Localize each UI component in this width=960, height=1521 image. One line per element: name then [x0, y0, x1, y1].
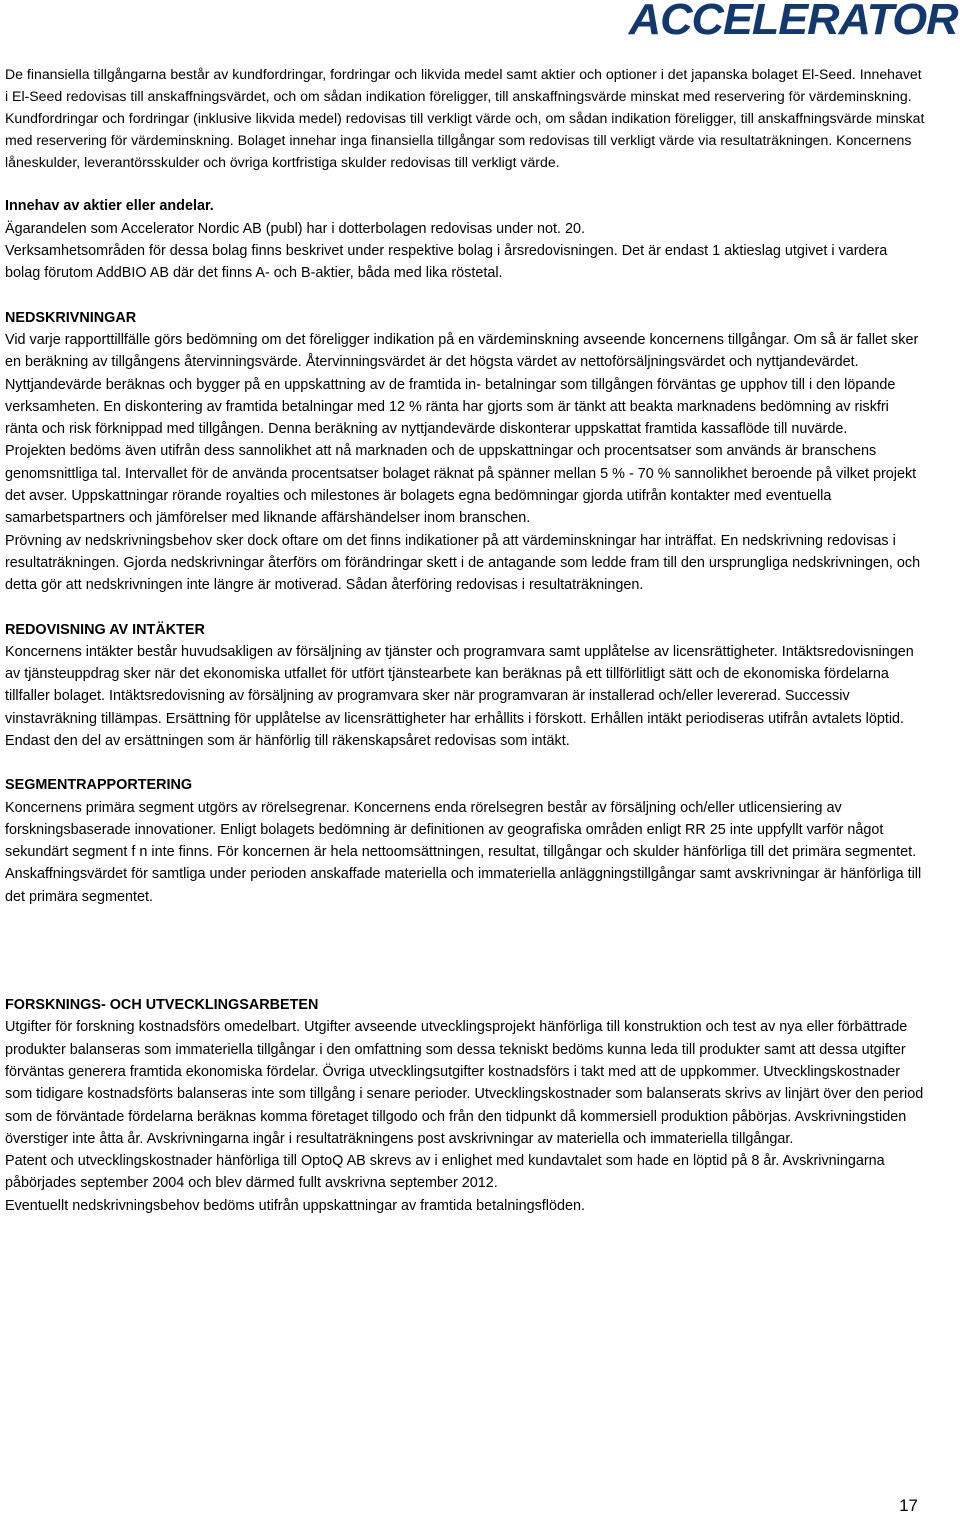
paragraph: Eventuellt nedskrivningsbehov bedöms utifrån uppskattningar av framtida betalningsflöden.	[5, 1197, 585, 1214]
spacer	[5, 597, 925, 619]
spacer	[5, 173, 925, 195]
section-heading: SEGMENTRAPPORTERING	[5, 777, 193, 794]
spacer	[5, 752, 925, 774]
paragraph: Prövning av nedskrivningsbehov sker dock oftare om det finns indikationer på att värdeminskningar har inträffat. En nedskrivning redovisas i resultaträkningen. Gjorda nedskrivningar återförs om förändringar skett i de antagande som ledde fram till den ursprungliga nedskrivningen, och detta gör att nedskrivningen inte längre är motiverad. Sådan återföring redovisas i resultaträkningen.	[5, 532, 921, 594]
section-heading: FORSKNINGS- OCH UTVECKLINGSARBETEN	[5, 997, 319, 1014]
paragraph: Koncernens intäkter består huvudsakligen av försäljning av tjänster och programvara samt upplåtelse av licensrättigheter. Intäktsredovisningen av tjänsteuppdrag sker när det ekonomiska utfallet för utfört tjänstearbete kan beräknas på ett tillförlitligt sätt och de ekonomiska fördelarna tillfaller bolaget. Intäktsredovisning av försäljning av programvara sker när programvaran är installerad och/eller levererad. Successiv vinstavräkning tillämpas. Ersättning för upplåtelse av licensrättigheter har erhållits i förskott. Erhållen intäkt periodiseras utifrån avtalets löptid. Endast den del av ersättningen som är hänförlig till räkenskapsåret redovisas som intäkt.	[5, 643, 914, 749]
paragraph: Verksamhetsområden för dessa bolag finns beskrivet under respektive bolag i årsredovisningen. Det är endast 1 aktieslag utgivet i vardera bolag förutom AddBIO AB där det finns A- och B-aktier, båda med lika röstetal.	[5, 243, 888, 282]
document-body	[5, 63, 925, 1217]
paragraph: Koncernens primära segment utgörs av rörelsegrenar. Koncernens enda rörelsegren består av försäljning och/eller utlicensiering av forskningsbaserade innovationer. Enligt bolagets bedömning är definitionen av geografiska områden enligt RR 25 inte uppfyllt varför något sekundärt segment f n inte finns. För koncernen är hela nettoomsättningen, resultat, tillgångar och skulder hänförliga till det primära segmentet. Anskaffningsvärdet för samtliga under perioden anskaffade materiella och immateriella anläggningstillgångar samt avskrivningar är hänförliga till det primära segmentet.	[5, 799, 922, 905]
paragraph: Utgifter för forskning kostnadsförs omedelbart. Utgifter avseende utvecklingsprojekt hänförliga till konstruktion och test av nya eller förbättrade produkter balanseras som immateriella tillgångar i den omfattning som dessa tekniskt bedöms kunna leda till produkter samt att dessa utgifter förväntas generera framtida ekonomiska fördelar. Övriga utvecklingsutgifter kostnadsförs i takt med att de uppkommer. Utvecklingskostnader som tidigare kostnadsförts balanseras inte som tillgång i senare perioder. Utvecklingskostnader som balanserats skrivs av linjärt över den period som de förväntade fördelarna beräknas komma företaget tillgodo och från den tidpunkt då kommersiell produktion påbörjas. Avskrivningstiden överstiger inte åtta år. Avskrivningarna ingår i resultaträkningens post avskrivningar av materiella och immateriella tillgångar.	[5, 1019, 924, 1147]
spacer	[5, 908, 925, 994]
paragraph: Projekten bedöms även utifrån dess sannolikhet att nå marknaden och de uppskattningar och procentsatser som används är branschens genomsnittliga tal. Intervallet för de använda procentsatser bolaget räknat på spänner mellan 5 % - 70 % sannolikhet beroende på vilket projekt det avser. Uppskattningar rörande royalties och milestones är bolagets egna bedömningar gjorda utifrån kontakter med eventuella samarbetspartners och jämförelser med liknande affärshändelser inom branschen.	[5, 443, 917, 527]
paragraph: Patent och utvecklingskostnader hänförliga till OptoQ AB skrevs av i enlighet med kundavtalet som hade en löptid på 8 år. Avskrivningarna påbörjades september 2004 och blev därmed fullt avskrivna september 2012.	[5, 1153, 885, 1192]
section-heading: NEDSKRIVNINGAR	[5, 309, 137, 326]
accelerator-logo: ACCELERATOR	[628, 0, 958, 44]
paragraph: Vid varje rapporttillfälle görs bedömning om det föreligger indikation på en värdeminskning avseende koncernens tillgångar. Om så är fallet sker en beräkning av tillgångens återvinningsvärde. Återvinningsvärdet är det högsta värdet av nettoförsäljningsvärdet och nyttjandevärdet. Nyttjandevärde beräknas och bygger på en uppskattning av de framtida in- betalningar som tillgången förväntas ge upphov till i den löpande verksamheten. En diskontering av framtida betalningar med 12 % ränta har gjorts som är tänkt att beakta marknadens bedömning av riskfri ränta och risk förknippad med tillgången. Denna beräkning av nyttjandevärde diskonterar uppskattat framtida kassaflöde till nuvärde.	[5, 331, 919, 438]
section-heading: REDOVISNING AV INTÄKTER	[5, 621, 205, 638]
page-number: 17	[899, 1496, 918, 1515]
paragraph: Ägarandelen som Accelerator Nordic AB (publ) har i dotterbolagen redovisas under not. 20.	[5, 220, 585, 237]
paragraph: De finansiella tillgångarna består av kundfordringar, fordringar och likvida medel samt aktier och optioner i det japanska bolaget El-Seed. Innehavet i El-Seed redovisas till anskaffningsvärdet, och om sådan indikation föreligger, till anskaffningsvärde minskat med reservering för värdeminskning. Kundfordringar och fordringar (inklusive likvida medel) redovisas till verkligt värde och, om sådan indikation föreligger, till anskaffningsvärde minskat med reservering för värdeminskning. Bolaget innehar inga finansiella tillgångar som redovisas till verkligt värde via resultaträkningen. Koncernens låneskulder, leverantörsskulder och övriga kortfristiga skulder redovisas till verkligt värde.	[5, 66, 925, 171]
spacer	[5, 285, 925, 307]
section-heading: Innehav av aktier eller andelar.	[5, 198, 214, 215]
